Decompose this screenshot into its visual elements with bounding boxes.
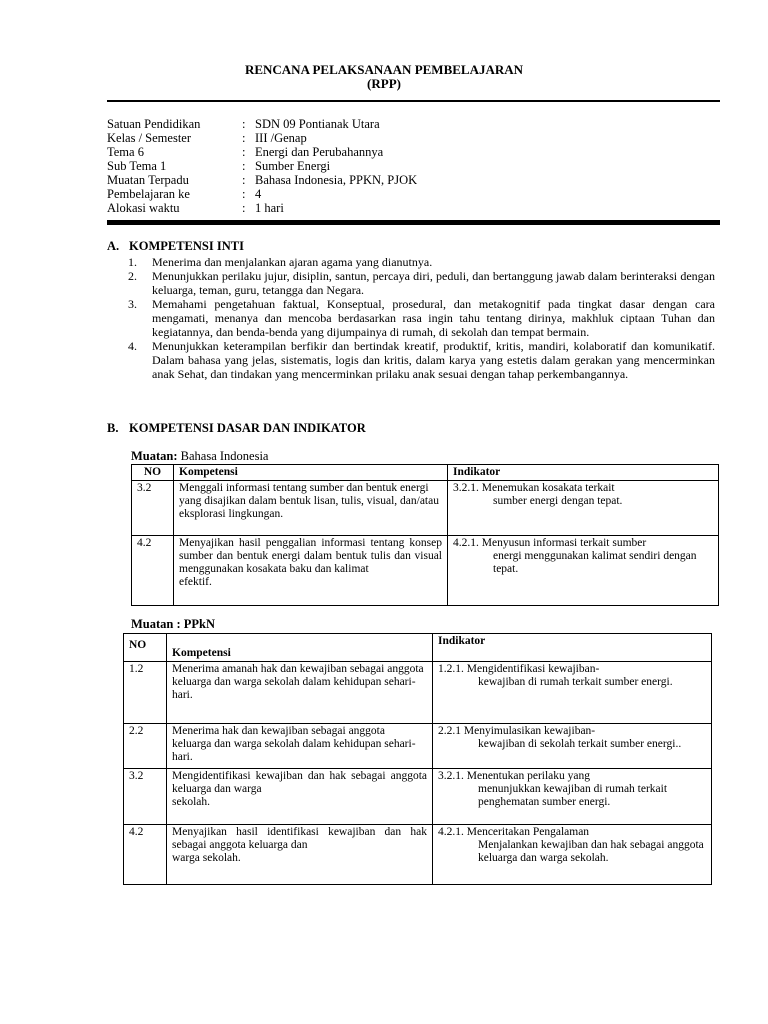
table-header-row <box>132 465 719 481</box>
info-value: III /Genap <box>255 131 307 145</box>
info-row <box>107 131 417 145</box>
item-text: Menerima dan menjalankan ajaran agama yang dianutnya. <box>152 255 433 269</box>
cell-no: 3.2 <box>132 481 174 536</box>
section-b-heading <box>107 421 366 436</box>
info-row <box>107 201 417 215</box>
indicator-text: Menentukan perilaku yang <box>466 770 591 782</box>
indicator-code: 1.2.1. <box>438 663 464 675</box>
info-label: Muatan Terpadu <box>107 173 189 187</box>
indicator-text: Menceritakan Pengalaman <box>466 826 590 838</box>
section-a-heading <box>107 239 244 254</box>
muatan-value: Bahasa Indonesia <box>180 449 269 463</box>
section-letter: B. <box>107 421 119 435</box>
kompetensi-text-tail: sekolah. <box>172 796 211 808</box>
table-bahasa-indonesia <box>131 464 719 606</box>
info-colon: : <box>242 131 246 145</box>
info-label: Satuan Pendidikan <box>107 117 201 131</box>
kompetensi-text-tail: efektif. <box>179 576 212 588</box>
indicator-code: 2.2.1 <box>438 725 461 737</box>
muatan-prefix: Muatan: <box>131 449 178 463</box>
cell-no: 4.2 <box>132 536 174 606</box>
header-no: NO <box>132 465 174 481</box>
cell-kompetensi: Menerima hak dan kewajiban sebagai anggota keluarga dan warga sekolah dalam kehidupan sehari-hari. <box>167 724 433 769</box>
indicator-code: 4.2.1. <box>453 537 479 549</box>
info-row <box>107 117 417 131</box>
kompetensi-text-tail: warga sekolah. <box>172 852 241 864</box>
indicator-code: 3.2.1. <box>453 482 479 494</box>
table-row <box>124 724 712 769</box>
cell-kompetensi: Menggali informasi tentang sumber dan bentuk energi yang disajikan dalam bentuk lisan, tulis, visual, dan/atau eksplorasi lingkungan. <box>174 481 448 536</box>
info-row <box>107 173 417 187</box>
cell-indikator <box>433 825 712 885</box>
table-ppkn <box>123 633 712 885</box>
indicator-text-cont: menunjukkan kewajiban di rumah terkait penghematan sumber energi. <box>478 783 668 808</box>
info-colon: : <box>242 201 246 215</box>
identity-block <box>107 117 417 215</box>
cell-indikator <box>448 536 719 606</box>
cell-indikator <box>433 769 712 825</box>
info-row <box>107 187 417 201</box>
info-value: 4 <box>255 187 262 201</box>
table-row <box>124 825 712 885</box>
info-row <box>107 159 417 173</box>
info-row <box>107 145 417 159</box>
info-colon: : <box>242 173 246 187</box>
info-value: 1 hari <box>255 201 284 215</box>
indicator-text: Mengidentifikasi kewajiban- <box>466 663 600 675</box>
list-item <box>128 269 715 297</box>
section-letter: A. <box>107 239 120 253</box>
cell-no: 2.2 <box>124 724 167 769</box>
muatan-bahasa-label <box>131 449 268 464</box>
muatan-ppkn-label: Muatan : PPkN <box>131 617 216 631</box>
table-row <box>132 536 719 606</box>
info-label: Sub Tema 1 <box>107 159 167 173</box>
section-title: KOMPETENSI INTI <box>129 239 244 253</box>
indicator-text: Menyusun informasi terkait sumber <box>481 537 647 549</box>
info-colon: : <box>242 145 246 159</box>
header-kompetensi: Kompetensi <box>174 465 448 481</box>
item-text: Memahami pengetahuan faktual, Konseptual, prosedural, dan metakognitif pada tingkat dasar dengan cara mengamati, menanya dan mencoba berdasarkan rasa ingin tahu tentang dirinya, makhluk ciptaan Tuhan dan kegiatannya, dan benda-benda yang dijumpainya di rumah, di sekolah dan tempat bermain. <box>152 297 715 339</box>
cell-kompetensi: Menerima amanah hak dan kewajiban sebagai anggota keluarga dan warga sekolah dalam kehidupan sehari-hari. <box>167 662 433 724</box>
cell-no: 1.2 <box>124 662 167 724</box>
info-value: Sumber Energi <box>255 159 331 173</box>
top-divider <box>107 100 720 102</box>
table-row <box>124 662 712 724</box>
info-value: SDN 09 Pontianak Utara <box>255 117 380 131</box>
indicator-text-cont: kewajiban di sekolah terkait sumber energi.. <box>478 738 682 750</box>
table-row <box>124 769 712 825</box>
kompetensi-text: Menyajikan hasil penggalian informasi tentang konsep sumber dan bentuk energi dalam bentuk tulis dan visual menggunakan kosakata baku dan kalimat <box>179 537 442 575</box>
indicator-text-cont: energi menggunakan kalimat sendiri dengan tepat. <box>493 550 697 575</box>
indicator-text-cont: kewajiban di rumah terkait sumber energi. <box>478 676 673 688</box>
indicator-text-cont: sumber energi dengan tepat. <box>493 495 623 507</box>
cell-kompetensi <box>167 769 433 825</box>
cell-kompetensi <box>174 536 448 606</box>
info-label: Tema 6 <box>107 145 144 159</box>
info-colon: : <box>242 159 246 173</box>
cell-indikator <box>448 481 719 536</box>
info-value: Bahasa Indonesia, PPKN, PJOK <box>255 173 418 187</box>
header-no: NO <box>124 634 167 662</box>
item-text: Menunjukkan perilaku jujur, disiplin, santun, percaya diri, peduli, dan bertanggung jawab dalam berinteraksi dengan keluarga, teman, guru, tetangga dan Negara. <box>152 269 715 297</box>
list-item <box>128 297 715 339</box>
cell-indikator <box>433 662 712 724</box>
header-indikator: Indikator <box>433 634 712 662</box>
item-number: 1. <box>128 255 137 269</box>
document-subtitle: (RPP) <box>367 76 401 91</box>
document-title: RENCANA PELAKSANAAN PEMBELAJARAN <box>244 62 524 77</box>
header-kompetensi: Kompetensi <box>167 634 433 662</box>
item-number: 2. <box>128 269 137 283</box>
section-title: KOMPETENSI DASAR DAN INDIKATOR <box>129 421 366 435</box>
indicator-text: Menyimulasikan kewajiban- <box>463 725 596 737</box>
list-item <box>128 255 715 269</box>
info-label: Alokasi waktu <box>107 201 180 215</box>
table-row <box>132 481 719 536</box>
header-indikator: Indikator <box>448 465 719 481</box>
kompetensi-text: Mengidentifikasi kewajiban dan hak sebagai anggota keluarga dan warga <box>172 770 427 795</box>
cell-no: 3.2 <box>124 769 167 825</box>
item-number: 3. <box>128 297 137 311</box>
info-label: Pembelajaran ke <box>107 187 190 201</box>
cell-indikator <box>433 724 712 769</box>
kompetensi-text: Menyajikan hasil identifikasi kewajiban dan hak sebagai anggota keluarga dan <box>172 826 427 851</box>
list-item <box>128 339 715 381</box>
indicator-code: 3.2.1. <box>438 770 464 782</box>
indicator-text: Menemukan kosakata terkait <box>481 482 615 494</box>
thick-divider <box>107 220 720 225</box>
info-colon: : <box>242 117 246 131</box>
kompetensi-inti-list <box>128 255 715 381</box>
indicator-text-cont: Menjalankan kewajiban dan hak sebagai anggota keluarga dan warga sekolah. <box>478 839 704 864</box>
info-value: Energi dan Perubahannya <box>255 145 384 159</box>
cell-kompetensi <box>167 825 433 885</box>
item-text: Menunjukkan keterampilan berfikir dan bertindak kreatif, produktif, kritis, mandiri, kolaboratif dan komunikatif. Dalam bahasa yang jelas, sistematis, logis dan kritis, dalam karya yang estetis dalam gerakan yang mencerminkan anak Sehat, dan tindakan yang mencerminkan prilaku anak sesuai dengan tahap perkembangannya. <box>152 339 715 381</box>
info-label: Kelas / Semester <box>107 131 192 145</box>
info-colon: : <box>242 187 246 201</box>
indicator-code: 4.2.1. <box>438 826 464 838</box>
cell-no: 4.2 <box>124 825 167 885</box>
table-header-row <box>124 634 712 662</box>
item-number: 4. <box>128 339 137 353</box>
